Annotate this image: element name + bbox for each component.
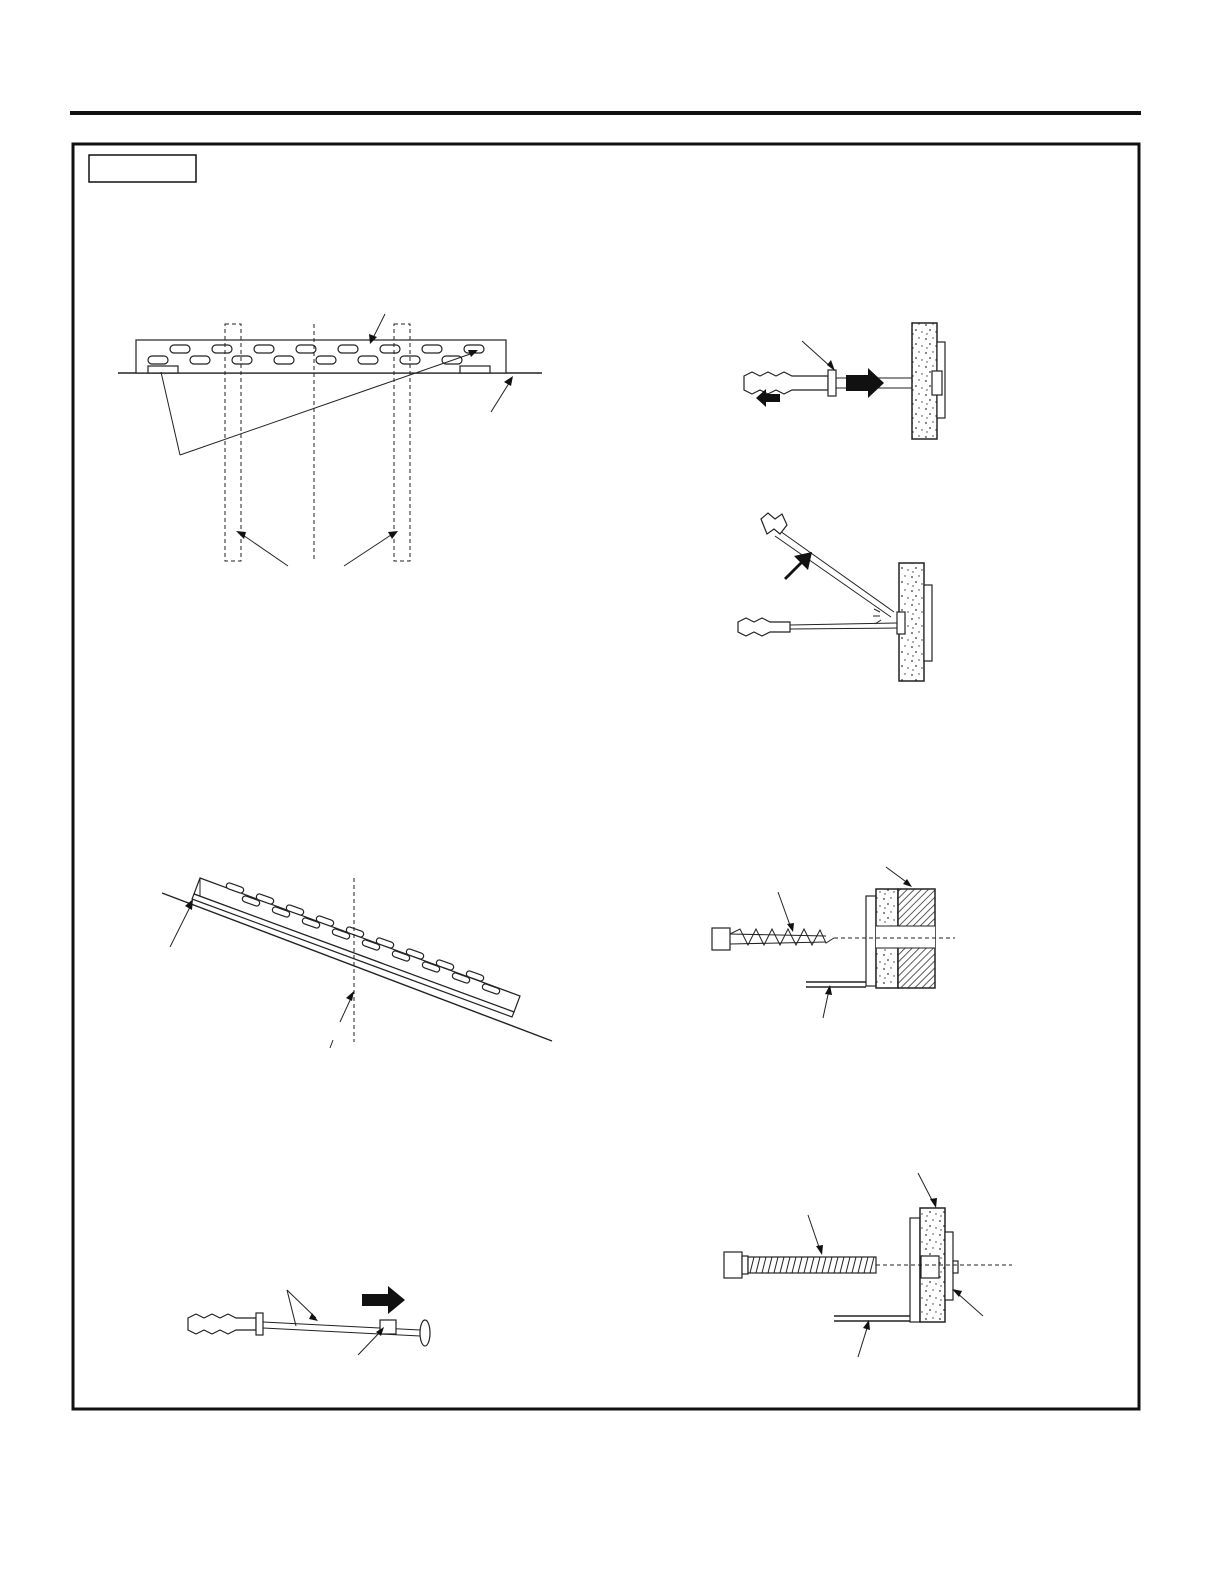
bolt-concrete-figure [724,1173,1012,1357]
lag-screw-wood-figure [712,867,955,1018]
header-rule [70,111,1141,115]
anchor-strap-figure [738,513,932,681]
toggle-anchor-figure [744,323,945,439]
anchor-pull-figure [188,1286,430,1355]
bracket-perspective-figure [162,878,552,1048]
bracket-front-view-figure [118,314,542,566]
content-frame [73,144,1139,1409]
section-tag-box [89,155,196,182]
